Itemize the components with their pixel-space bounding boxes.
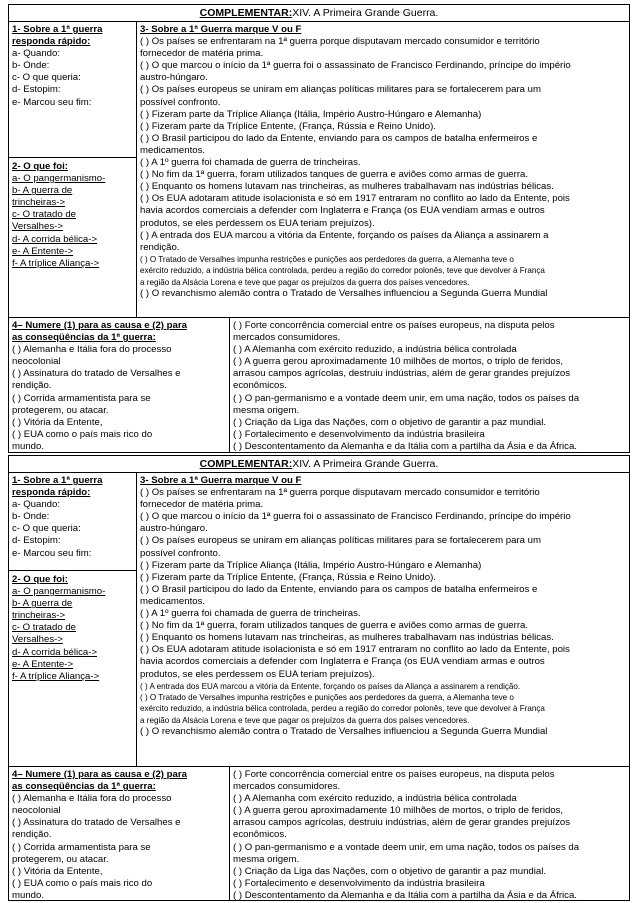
question-4-option: arrasou campos agrícolas, destruiu indústrias, além de gerar grandes prejuízos xyxy=(233,817,571,829)
question-2-item: f- A tríplice Aliança-> xyxy=(12,670,100,682)
question-4-option: ( ) A guerra gerou aproximadamente 10 milhões de mortos, o triplo de feridos, xyxy=(233,805,564,817)
question-3-line: ( ) Enquanto os homens lutavam nas trincheiras, as mulheres trabalhavam nas indústrias bélicas. xyxy=(140,181,554,193)
question-4-option: arrasou campos agrícolas, destruiu indústrias, além de gerar grandes prejuízos xyxy=(233,368,571,380)
question-4-item: ( ) Vitória da Entente, xyxy=(12,865,103,877)
question-3-line: ( ) Os países se enfrentaram na 1ª guerra porque disputavam mercado consumidor e território xyxy=(140,487,540,499)
question-4-option: ( ) Criação da Liga das Nações, com o objetivo de garantir a paz mundial. xyxy=(233,865,547,877)
question-4-option: ( ) Criação da Liga das Nações, com o objetivo de garantir a paz mundial. xyxy=(233,416,547,428)
question-2-heading: 2- O que foi: xyxy=(12,161,68,172)
question-3-line: ( ) A 1º guerra foi chamada de guerra de trincheiras. xyxy=(140,157,361,169)
question-4-item: protegerem, ou atacar. xyxy=(12,404,109,416)
question-3-line: a região da Alsácia Lorena e teve que pagar os prejuízos da guerra dos países vencedores. xyxy=(140,277,470,287)
question-3-line: medicamentos. xyxy=(140,144,206,156)
question-3-line: ( ) Os países europeus se uniram em alianças políticas militares para se fortalecerem para um xyxy=(140,535,541,547)
question-3-line: ( ) Fizeram parte da Tríplice Aliança (Itália, Império Austro-Húngaro e Alemanha) xyxy=(140,108,482,120)
question-3-line: austro-húngaro. xyxy=(140,72,208,84)
question-2-item: f- A tríplice Aliança-> xyxy=(12,257,100,269)
question-3-line: ( ) Os EUA adotaram atitude isolacionista e só em 1917 entraram no conflito ao lado da Entente, pois xyxy=(140,193,570,205)
question-2-heading: 2- O que foi: xyxy=(12,574,68,585)
question-4-option: econômicos. xyxy=(233,829,287,841)
title-label: COMPLEMENTAR: xyxy=(199,7,293,19)
question-3-line: ( ) O que marcou o início da 1ª guerra foi o assassinato de Francisco Ferdinando, príncipe do império xyxy=(140,511,571,523)
question-1-item: b- Onde: xyxy=(12,511,50,523)
question-2-item: Versalhes-> xyxy=(12,221,63,233)
title-label: COMPLEMENTAR: xyxy=(199,458,293,470)
question-4-option: ( ) O pan-germanismo e a vontade deem unir, em uma nação, todos os países da xyxy=(233,392,580,404)
question-4-item: protegerem, ou atacar. xyxy=(12,853,109,865)
question-3-line: fornecedor de matéria prima. xyxy=(140,48,264,60)
question-3-line: ( ) Enquanto os homens lutavam nas trincheiras, as mulheres trabalhavam nas indústrias bélicas. xyxy=(140,632,554,644)
question-4 xyxy=(12,769,227,902)
question-2-item: c- O tratado de xyxy=(12,622,76,634)
question-1-heading: 1- Sobre a 1ª guerra xyxy=(12,24,103,35)
question-4-heading: 4– Numere (1) para as causa e (2) para xyxy=(12,769,187,780)
question-4-options xyxy=(233,320,629,453)
question-3-line: medicamentos. xyxy=(140,595,206,607)
worksheet-sheet-1 xyxy=(8,4,630,453)
question-3-line: ( ) O Brasil participou do lado da Entente, enviando para os campos de batalha enfermeiros e xyxy=(140,583,538,595)
question-4-item: mundo. xyxy=(12,440,44,452)
question-3-line: a região da Alsácia Lorena e teve que pagar os prejuízos da guerra dos países vencedores. xyxy=(140,715,470,725)
question-4-option: econômicos. xyxy=(233,380,287,392)
question-3-line: exército reduzido, a indústria bélica controlada, perdeu a região do corredor polonês, teve que devolver à França xyxy=(140,266,545,276)
question-3-line: ( ) Os países europeus se uniram em alianças políticas militares para se fortalecerem para um xyxy=(140,84,541,96)
question-2-item: e- A Entente-> xyxy=(12,245,74,257)
question-4-option: ( ) O pan-germanismo e a vontade deem unir, em uma nação, todos os países da xyxy=(233,841,580,853)
question-3-line: ( ) No fim da 1ª guerra, foram utilizados tanques de guerra e aviões como armas de guerra. xyxy=(140,169,529,181)
question-3-line: produtos, se eles perdessem os EUA teriam prejuízos). xyxy=(140,668,375,680)
question-1-heading: responda rápido: xyxy=(12,36,91,48)
question-1-item: b- Onde: xyxy=(12,60,50,72)
question-4-item: ( ) Assinatura do tratado de Versalhes e xyxy=(12,368,181,380)
question-3-line: fornecedor de matéria prima. xyxy=(140,499,264,511)
question-4-option: mercados consumidores. xyxy=(233,781,341,793)
question-3-line: exército reduzido, a indústria bélica controlada, perdeu a região do corredor polonês, teve que devolver à França xyxy=(140,704,545,714)
question-4-item: ( ) Corrida armamentista para se xyxy=(12,841,151,853)
question-4-item: ( ) EUA como o país mais rico do xyxy=(12,428,153,440)
question-2-item: d- A corrida bélica-> xyxy=(12,233,98,245)
question-4-option: mesma origem. xyxy=(233,404,300,416)
question-4-item: ( ) Alemanha e Itália fora do processo xyxy=(12,793,172,805)
question-2 xyxy=(12,161,134,270)
question-2-item: c- O tratado de xyxy=(12,209,76,221)
question-3-line: ( ) O revanchismo alemão contra o Tratado de Versalhes influenciou a Segunda Guerra Mundial xyxy=(140,288,548,299)
question-1-item: a- Quando: xyxy=(12,499,61,511)
question-2-item: b- A guerra de xyxy=(12,598,73,610)
question-1-item: e- Marcou seu fim: xyxy=(12,96,92,108)
question-1-item: c- O que queria: xyxy=(12,523,81,535)
question-4-item: mundo. xyxy=(12,889,44,901)
question-4-option: ( ) Descontentamento da Alemanha e da Itália com a partilha da Ásia e da África. xyxy=(233,889,577,901)
question-4-heading: as conseqüências da 1ª guerra: xyxy=(12,332,156,344)
question-2-item: trincheiras-> xyxy=(12,197,66,209)
question-3-line: ( ) O que marcou o início da 1ª guerra foi o assassinato de Francisco Ferdinando, príncipe do império xyxy=(140,60,571,72)
question-4-item: ( ) Alemanha e Itália fora do processo xyxy=(12,344,172,356)
question-4-item: rendição. xyxy=(12,380,52,392)
question-3-line: ( ) O Tratado de Versalhes impunha restrições e punições aos perdedores da guerra, a Alemanha teve o xyxy=(140,254,514,264)
question-2 xyxy=(12,574,134,683)
question-4-option: ( ) Forte concorrência comercial entre os países europeus, na disputa pelos xyxy=(233,769,555,780)
question-4-option: ( ) Forte concorrência comercial entre os países europeus, na disputa pelos xyxy=(233,320,555,331)
question-4 xyxy=(12,320,227,453)
question-2-item: b- A guerra de xyxy=(12,185,73,197)
question-4-option: ( ) Fortalecimento e desenvolvimento da indústria brasileira xyxy=(233,428,485,440)
title-text: XIV. A Primeira Grande Guerra. xyxy=(292,7,439,19)
question-2-item: d- A corrida bélica-> xyxy=(12,646,98,658)
question-2-item: a- O pangermanismo- xyxy=(12,173,106,185)
question-4-option: ( ) Descontentamento da Alemanha e da Itália com a partilha da Ásia e da África. xyxy=(233,440,577,452)
question-3-heading: 3- Sobre a 1ª Guerra marque V ou F xyxy=(140,475,302,486)
question-3-line: produtos, se eles perdessem os EUA teriam prejuízos). xyxy=(140,217,375,229)
question-3-line: ( ) A 1º guerra foi chamada de guerra de trincheiras. xyxy=(140,608,361,620)
question-4-option: mesma origem. xyxy=(233,853,300,865)
sheet-title xyxy=(9,456,629,473)
question-3-line: ( ) Fizeram parte da Tríplice Entente, (França, Rússia e Reino Unido). xyxy=(140,571,436,583)
question-4-item: neocolonial xyxy=(12,805,61,817)
question-4-options xyxy=(233,769,629,902)
question-3-line: ( ) Os países se enfrentaram na 1ª guerra porque disputavam mercado consumidor e território xyxy=(140,36,540,48)
question-3-line: possível confronto. xyxy=(140,96,221,108)
question-3 xyxy=(140,475,628,738)
question-1-item: c- O que queria: xyxy=(12,72,81,84)
question-3-line: ( ) O Tratado de Versalhes impunha restrições e punições aos perdedores da guerra, a Alemanha teve o xyxy=(140,693,514,702)
sheet-title xyxy=(9,5,629,22)
worksheet-sheet-2 xyxy=(8,455,630,901)
question-3-line: ( ) Fizeram parte da Tríplice Aliança (Itália, Império Austro-Húngaro e Alemanha) xyxy=(140,559,482,571)
question-2-item: a- O pangermanismo- xyxy=(12,586,106,598)
question-1 xyxy=(12,475,134,560)
question-3-line: possível confronto. xyxy=(140,547,221,559)
question-2-item: trincheiras-> xyxy=(12,610,66,622)
question-1-item: e- Marcou seu fim: xyxy=(12,547,92,559)
question-4-item: ( ) Corrida armamentista para se xyxy=(12,392,151,404)
question-4-item: neocolonial xyxy=(12,356,61,368)
question-2-item: e- A Entente-> xyxy=(12,658,74,670)
question-1-item: a- Quando: xyxy=(12,48,61,60)
question-3-line: ( ) Fizeram parte da Tríplice Entente, (França, Rússia e Reino Unido). xyxy=(140,120,436,132)
question-4-heading: 4– Numere (1) para as causa e (2) para xyxy=(12,320,187,331)
question-1-heading: responda rápido: xyxy=(12,487,91,499)
question-3-line: austro-húngaro. xyxy=(140,523,208,535)
question-1 xyxy=(12,24,134,109)
question-4-option: ( ) A guerra gerou aproximadamente 10 milhões de mortos, o triplo de feridos, xyxy=(233,356,564,368)
question-3-line: ( ) O revanchismo alemão contra o Tratado de Versalhes influenciou a Segunda Guerra Mundial xyxy=(140,726,548,738)
question-4-item: ( ) EUA como o país mais rico do xyxy=(12,877,153,889)
question-4-option: mercados consumidores. xyxy=(233,332,341,344)
question-4-heading: as conseqüências da 1ª guerra: xyxy=(12,781,156,793)
question-2-item: Versalhes-> xyxy=(12,634,63,646)
question-1-heading: 1- Sobre a 1ª guerra xyxy=(12,475,103,486)
question-3-line: ( ) No fim da 1ª guerra, foram utilizados tanques de guerra e aviões como armas de guerra. xyxy=(140,620,529,632)
question-3-line: ( ) A entrada dos EUA marcou a vitória da Entente, forçando os países da Aliança a assinarem a xyxy=(140,229,549,241)
title-text: XIV. A Primeira Grande Guerra. xyxy=(292,458,439,470)
question-3-line: ( ) Os EUA adotaram atitude isolacionista e só em 1917 entraram no conflito ao lado da Entente, pois xyxy=(140,644,570,656)
question-1-item: d- Estopim: xyxy=(12,84,61,96)
question-3 xyxy=(140,24,628,300)
question-1-item: d- Estopim: xyxy=(12,535,61,547)
question-3-line: rendição. xyxy=(140,241,180,253)
question-3-heading: 3- Sobre a 1ª Guerra marque V ou F xyxy=(140,24,302,35)
question-4-item: rendição. xyxy=(12,829,52,841)
question-3-line: ( ) O Brasil participou do lado da Entente, enviando para os campos de batalha enfermeiros e xyxy=(140,132,538,144)
question-3-line: havia acordos comerciais a defender com Inglaterra e França (os EUA vendiam armas e outros xyxy=(140,205,545,217)
question-4-option: ( ) A Alemanha com exército reduzido, a indústria bélica controlada xyxy=(233,344,517,356)
question-4-item: ( ) Assinatura do tratado de Versalhes e xyxy=(12,817,181,829)
question-3-line: havia acordos comerciais a defender com Inglaterra e França (os EUA vendiam armas e outros xyxy=(140,656,545,668)
question-4-option: ( ) Fortalecimento e desenvolvimento da indústria brasileira xyxy=(233,877,485,889)
question-4-option: ( ) A Alemanha com exército reduzido, a indústria bélica controlada xyxy=(233,793,517,805)
question-4-item: ( ) Vitória da Entente, xyxy=(12,416,103,428)
question-3-line: ( ) A entrada dos EUA marcou a vitória da Entente, forçando os países da Aliança a assinarem a rendição. xyxy=(140,681,521,691)
